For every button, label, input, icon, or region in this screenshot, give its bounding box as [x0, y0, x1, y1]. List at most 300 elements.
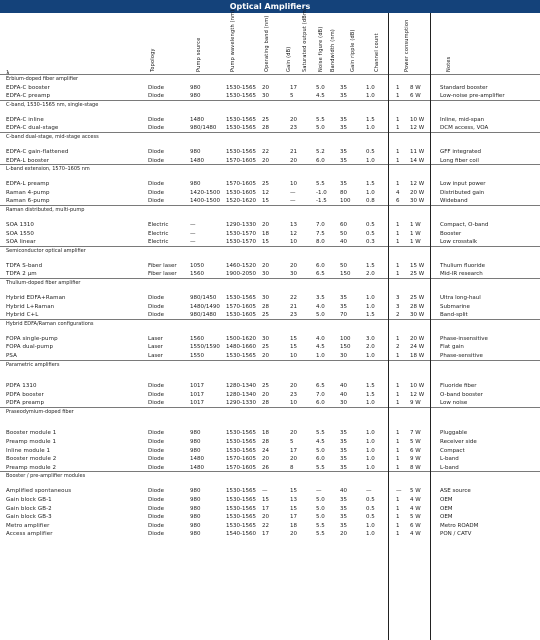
- table-cell: 11 W: [410, 148, 425, 155]
- table-cell: —: [290, 189, 296, 196]
- table-cell: Diode: [148, 383, 165, 389]
- table-cell: 980/1480: [190, 312, 217, 319]
- table-cell: 1: [396, 531, 400, 538]
- table-cell: 1: [396, 383, 400, 389]
- table-cell: 1: [396, 221, 400, 228]
- section-label: Praseodymium-doped fiber: [6, 408, 74, 415]
- table-cell: 6.5: [316, 383, 325, 389]
- table-cell: 1.0: [366, 352, 375, 359]
- table-cell: 18: [290, 522, 297, 529]
- table-cell: 1.0: [366, 157, 375, 164]
- row-divider: [0, 205, 540, 206]
- table-cell: 25 W: [410, 294, 425, 301]
- table-cell: 1050: [190, 262, 204, 269]
- row-label: Booster module 1: [6, 430, 57, 437]
- table-cell: 35: [340, 438, 347, 445]
- table-cell: —: [366, 488, 372, 495]
- table-cell: 4.0: [316, 303, 325, 310]
- table-cell: 1280-1340: [226, 383, 256, 389]
- table-cell: —: [316, 488, 322, 495]
- table-cell: 4 W: [410, 505, 421, 512]
- section-label: L-band extension, 1570–1605 nm: [6, 166, 90, 173]
- table-cell: 980: [190, 438, 201, 445]
- table-cell: 35: [340, 294, 347, 301]
- table-cell: 0.8: [366, 198, 375, 205]
- table-cell: Diode: [148, 148, 165, 155]
- table-cell: 25: [262, 116, 269, 123]
- table-cell: OEM: [440, 505, 453, 512]
- table-cell: 1.0: [366, 125, 375, 132]
- table-cell: 10 W: [410, 383, 425, 389]
- row-label: Hybrid C+L: [6, 312, 39, 319]
- table-cell: 6.0: [316, 456, 325, 463]
- table-cell: 1: [396, 239, 400, 246]
- table-cell: 1.5: [366, 181, 375, 188]
- table-cell: 12 W: [410, 181, 425, 188]
- table-cell: 150: [340, 344, 351, 351]
- table-cell: 24 W: [410, 344, 425, 351]
- row-label: TDFA S-band: [6, 262, 43, 269]
- table-cell: L-band: [440, 464, 459, 471]
- table-cell: 20: [290, 157, 297, 164]
- table-cell: 30 W: [410, 198, 425, 205]
- table-cell: 10: [290, 239, 297, 246]
- table-cell: 17: [290, 84, 297, 91]
- table-cell: 1.0: [366, 456, 375, 463]
- row-label: Amplified spontaneous: [6, 488, 72, 495]
- row-label: PDFA preamp: [6, 400, 45, 407]
- table-cell: 1: [396, 522, 400, 529]
- table-cell: Diode: [148, 496, 165, 503]
- table-cell: 1: [396, 464, 400, 471]
- column-header: Topology: [150, 48, 156, 72]
- row-label: Gain block GB-1: [6, 496, 52, 503]
- table-cell: -1.0: [316, 189, 327, 196]
- table-cell: OEM: [440, 514, 453, 521]
- table-cell: Diode: [148, 294, 165, 301]
- table-cell: Diode: [148, 464, 165, 471]
- table-cell: 1: [396, 400, 400, 407]
- table-cell: 980: [190, 430, 201, 437]
- table-cell: 1.0: [366, 84, 375, 91]
- table-cell: Diode: [148, 531, 165, 538]
- table-cell: 1: [396, 505, 400, 512]
- table-cell: 1530-1565: [226, 522, 256, 529]
- table-cell: 17: [262, 531, 269, 538]
- table-cell: 1570-1605: [226, 464, 256, 471]
- table-cell: 1: [396, 447, 400, 454]
- table-cell: 1017: [190, 391, 204, 398]
- table-cell: Low input power: [440, 181, 486, 188]
- table-cell: 6.0: [316, 400, 325, 407]
- table-cell: 35: [340, 496, 347, 503]
- table-cell: 0.5: [366, 505, 375, 512]
- table-cell: 23: [290, 312, 297, 319]
- table-cell: OEM: [440, 496, 453, 503]
- table-cell: 6.5: [316, 271, 325, 278]
- table-cell: 1530-1570: [226, 239, 256, 246]
- table-cell: 8 W: [410, 464, 421, 471]
- table-cell: 80: [340, 189, 347, 196]
- table-cell: 1.0: [366, 294, 375, 301]
- table-cell: Flat gain: [440, 344, 464, 351]
- table-cell: 5.5: [316, 430, 325, 437]
- table-cell: 4.5: [316, 438, 325, 445]
- table-cell: 1530-1565: [226, 352, 256, 359]
- table-cell: Diode: [148, 157, 165, 164]
- table-cell: Phase-insensitive: [440, 335, 488, 342]
- table-cell: 20: [290, 262, 297, 269]
- row-divider: [0, 360, 540, 361]
- table-cell: GFF integrated: [440, 148, 482, 155]
- table-cell: 21: [290, 148, 297, 155]
- table-cell: Electric: [148, 221, 169, 228]
- row-divider: [0, 246, 540, 247]
- table-cell: 1.5: [366, 383, 375, 389]
- table-cell: 20: [290, 383, 297, 389]
- table-cell: 50: [340, 262, 347, 269]
- table-cell: 35: [340, 522, 347, 529]
- table-cell: 35: [340, 303, 347, 310]
- table-cell: 1280-1340: [226, 391, 256, 398]
- table-cell: 2.0: [366, 344, 375, 351]
- table-cell: 1 W: [410, 239, 421, 246]
- table-cell: Diode: [148, 84, 165, 91]
- table-cell: 15 W: [410, 262, 425, 269]
- table-cell: 6 W: [410, 447, 421, 454]
- table-cell: Fluoride fiber: [440, 383, 477, 389]
- table-cell: PON / CATV: [440, 531, 472, 538]
- table-cell: 20: [262, 262, 269, 269]
- row-label: Raman 6-pump: [6, 198, 50, 205]
- table-cell: Band-split: [440, 312, 468, 319]
- table-cell: 3: [396, 303, 400, 310]
- table-cell: 13: [290, 221, 297, 228]
- column-header: Channel count: [374, 33, 380, 72]
- table-cell: 1500-1620: [226, 335, 256, 342]
- table-cell: 4.5: [316, 344, 325, 351]
- table-cell: 980: [190, 505, 201, 512]
- table-cell: 18: [262, 230, 269, 237]
- row-label: Preamp module 2: [6, 464, 57, 471]
- table-cell: 35: [340, 456, 347, 463]
- table-cell: 980/1480: [190, 125, 217, 132]
- table-cell: 980: [190, 447, 201, 454]
- table-cell: 5.0: [316, 496, 325, 503]
- table-cell: 1520-1620: [226, 198, 256, 205]
- table-cell: 20: [262, 391, 269, 398]
- row-label: EDFA-C inline: [6, 116, 44, 123]
- table-cell: 28: [262, 303, 269, 310]
- table-cell: 980: [190, 148, 201, 155]
- table-cell: 1420-1500: [190, 189, 220, 196]
- table-cell: —: [396, 488, 402, 495]
- table-cell: 1570-1605: [226, 456, 256, 463]
- table-cell: 30: [340, 352, 347, 359]
- table-cell: 1.5: [366, 391, 375, 398]
- table-cell: 5.0: [316, 447, 325, 454]
- table-cell: Diode: [148, 303, 165, 310]
- table-cell: 9 W: [410, 456, 421, 463]
- table-cell: 6 W: [410, 522, 421, 529]
- table-cell: 980: [190, 488, 201, 495]
- table-cell: 980/1450: [190, 294, 217, 301]
- table-cell: 35: [340, 464, 347, 471]
- table-cell: Diode: [148, 181, 165, 188]
- table-cell: 10: [290, 400, 297, 407]
- table-cell: Electric: [148, 230, 169, 237]
- table-cell: 1: [396, 93, 400, 100]
- table-cell: 7.5: [316, 230, 325, 237]
- table-cell: 35: [340, 157, 347, 164]
- table-cell: 1.5: [366, 116, 375, 123]
- table-cell: 1530-1565: [226, 84, 256, 91]
- table-cell: 1 W: [410, 221, 421, 228]
- table-cell: 26: [262, 464, 269, 471]
- row-label: Preamp module 1: [6, 438, 57, 445]
- table-cell: 980: [190, 514, 201, 521]
- table-cell: 25 W: [410, 271, 425, 278]
- table-cell: 28: [262, 125, 269, 132]
- table-cell: 4 W: [410, 496, 421, 503]
- table-cell: 1.0: [366, 522, 375, 529]
- table-cell: 1530-1570: [226, 230, 256, 237]
- row-label: SOA 1550: [6, 230, 35, 237]
- table-cell: 1.0: [366, 189, 375, 196]
- table-cell: 9 W: [410, 400, 421, 407]
- table-cell: 1530-1565: [226, 438, 256, 445]
- table-cell: 70: [340, 312, 347, 319]
- table-cell: Electric: [148, 239, 169, 246]
- table-cell: 25: [262, 312, 269, 319]
- table-cell: 35: [340, 181, 347, 188]
- table-cell: 23: [290, 391, 297, 398]
- section-label: Hybrid EDFA/Raman configurations: [6, 320, 94, 327]
- table-cell: 17: [262, 505, 269, 512]
- table-cell: 1.0: [366, 430, 375, 437]
- table-cell: 5.0: [316, 125, 325, 132]
- table-cell: 0.5: [366, 230, 375, 237]
- row-label: Hybrid L+Raman: [6, 303, 55, 310]
- table-cell: 1017: [190, 383, 204, 389]
- table-cell: 15: [262, 496, 269, 503]
- section-label: Raman distributed, multi-pump: [6, 206, 85, 213]
- table-cell: 1480/1490: [190, 303, 220, 310]
- table-cell: 20: [262, 456, 269, 463]
- row-divider: [0, 74, 540, 75]
- table-cell: 150: [340, 271, 351, 278]
- table-cell: 15: [262, 198, 269, 205]
- table-cell: 25: [262, 383, 269, 389]
- table-cell: 15: [290, 505, 297, 512]
- table-cell: 14 W: [410, 157, 425, 164]
- table-cell: 1.0: [366, 464, 375, 471]
- table-cell: 1480: [190, 157, 204, 164]
- table-cell: 1550/1590: [190, 344, 220, 351]
- row-divider: [0, 471, 540, 472]
- table-cell: 1540-1560: [226, 531, 256, 538]
- table-cell: Long fiber coil: [440, 157, 479, 164]
- row-divider: [0, 132, 540, 133]
- section-label: C-band dual-stage, mid-stage access: [6, 133, 99, 140]
- table-cell: 0.3: [366, 239, 375, 246]
- table-cell: 7.0: [316, 221, 325, 228]
- row-label: PSA: [6, 352, 17, 359]
- table-cell: 17: [290, 514, 297, 521]
- table-cell: 980: [190, 84, 201, 91]
- table-cell: Diode: [148, 522, 165, 529]
- row-label: EDFA-C preamp: [6, 93, 51, 100]
- table-cell: 5.5: [316, 522, 325, 529]
- section-label: Semiconductor optical amplifier: [6, 247, 86, 254]
- table-cell: 35: [340, 148, 347, 155]
- table-cell: 1530-1565: [226, 488, 256, 495]
- table-cell: 1480: [190, 456, 204, 463]
- table-cell: Compact: [440, 447, 465, 454]
- row-label: Gain block GB-3: [6, 514, 52, 521]
- table-cell: Compact, O-band: [440, 221, 489, 228]
- table-cell: 15: [290, 335, 297, 342]
- table-cell: 1.5: [366, 262, 375, 269]
- table-cell: Fiber laser: [148, 271, 177, 278]
- table-cell: 1: [396, 230, 400, 237]
- column-rule: [388, 13, 389, 640]
- table-cell: 1: [396, 514, 400, 521]
- table-cell: 1900-2050: [226, 271, 256, 278]
- row-label: Raman 4-pump: [6, 189, 50, 196]
- table-cell: DCM access, VOA: [440, 125, 489, 132]
- table-cell: 1: [396, 125, 400, 132]
- table-cell: 12 W: [410, 391, 425, 398]
- table-cell: 1: [396, 391, 400, 398]
- table-cell: 1: [396, 352, 400, 359]
- table-cell: 5.0: [316, 514, 325, 521]
- section-label: Parametric amplifiers: [6, 361, 60, 368]
- table-cell: Inline, mid-span: [440, 116, 485, 123]
- table-cell: 1480: [190, 116, 204, 123]
- table-cell: 1: [396, 262, 400, 269]
- table-cell: 1530-1565: [226, 505, 256, 512]
- table-cell: 1.0: [366, 303, 375, 310]
- table-cell: 4.0: [316, 335, 325, 342]
- table-cell: 1: [396, 271, 400, 278]
- table-cell: Booster: [440, 230, 462, 237]
- table-cell: 35: [340, 116, 347, 123]
- column-header: Saturated output (dBm): [302, 7, 308, 72]
- table-cell: Diode: [148, 400, 165, 407]
- column-header: Gain (dB): [286, 46, 292, 72]
- table-cell: 20: [290, 531, 297, 538]
- table-cell: 35: [340, 447, 347, 454]
- table-cell: 12: [290, 230, 297, 237]
- table-cell: 20: [262, 84, 269, 91]
- table-cell: 30 W: [410, 312, 425, 319]
- table-cell: Diode: [148, 514, 165, 521]
- row-label: FOPA single-pump: [6, 335, 58, 342]
- table-cell: 12 W: [410, 125, 425, 132]
- table-cell: Diode: [148, 189, 165, 196]
- table-cell: 20 W: [410, 335, 425, 342]
- table-cell: 28: [262, 438, 269, 445]
- table-cell: Standard booster: [440, 84, 488, 91]
- table-cell: 20 W: [410, 189, 425, 196]
- table-cell: 28 W: [410, 303, 425, 310]
- row-label: Booster module 2: [6, 456, 57, 463]
- table-cell: 980: [190, 496, 201, 503]
- row-label: SOA linear: [6, 239, 36, 246]
- table-cell: 1530-1565: [226, 430, 256, 437]
- table-cell: 1: [396, 430, 400, 437]
- table-cell: Pluggable: [440, 430, 468, 437]
- row-label: Hybrid EDFA+Raman: [6, 294, 66, 301]
- table-cell: 1: [396, 335, 400, 342]
- table-cell: 5.0: [316, 84, 325, 91]
- table-cell: 980: [190, 93, 201, 100]
- table-cell: 1530-1565: [226, 514, 256, 521]
- table-cell: 20: [262, 352, 269, 359]
- table-cell: 35: [340, 125, 347, 132]
- table-cell: 1: [396, 496, 400, 503]
- table-cell: 1400-1500: [190, 198, 220, 205]
- table-cell: 30: [290, 271, 297, 278]
- table-cell: 5: [290, 438, 294, 445]
- row-label: FOPA dual-pump: [6, 344, 54, 351]
- table-cell: 100: [340, 198, 351, 205]
- column-rule: [430, 13, 431, 640]
- table-cell: 1530-1565: [226, 447, 256, 454]
- table-cell: Laser: [148, 352, 163, 359]
- column-header: Power consumption: [404, 19, 410, 72]
- table-cell: 1.5: [366, 312, 375, 319]
- table-cell: Mid-IR research: [440, 271, 483, 278]
- table-cell: 2: [396, 344, 400, 351]
- table-cell: 5.5: [316, 181, 325, 188]
- table-cell: 1570-1605: [226, 157, 256, 164]
- table-cell: Low crosstalk: [440, 239, 478, 246]
- table-cell: 8: [290, 464, 294, 471]
- table-cell: 6.0: [316, 262, 325, 269]
- table-cell: 5 W: [410, 514, 421, 521]
- table-cell: 0.5: [366, 514, 375, 521]
- table-cell: 35: [340, 430, 347, 437]
- table-cell: 22: [262, 522, 269, 529]
- column-header: Pump wavelength (nm): [230, 9, 236, 72]
- table-cell: —: [290, 198, 296, 205]
- table-cell: 30: [262, 294, 269, 301]
- table-cell: 1.0: [316, 352, 325, 359]
- table-cell: 4 W: [410, 531, 421, 538]
- table-cell: 28: [262, 400, 269, 407]
- table-cell: 10: [290, 181, 297, 188]
- table-cell: 23: [290, 125, 297, 132]
- table-cell: 5.2: [316, 148, 325, 155]
- table-cell: 8.0: [316, 239, 325, 246]
- table-cell: 20: [262, 157, 269, 164]
- table-cell: 1460-1520: [226, 262, 256, 269]
- table-cell: 6.0: [316, 157, 325, 164]
- column-header: Operating band (nm): [264, 15, 270, 72]
- table-cell: —: [190, 221, 196, 228]
- table-cell: 60: [340, 221, 347, 228]
- table-cell: 1: [396, 456, 400, 463]
- section-label: Booster / pre-amplifier modules: [6, 473, 86, 480]
- table-cell: 1.0: [366, 531, 375, 538]
- table-cell: 1570-1605: [226, 181, 256, 188]
- table-cell: 1560: [190, 271, 204, 278]
- row-divider: [0, 100, 540, 101]
- column-header: Notes: [446, 56, 452, 72]
- row-label: EDFA-C gain-flattened: [6, 148, 69, 155]
